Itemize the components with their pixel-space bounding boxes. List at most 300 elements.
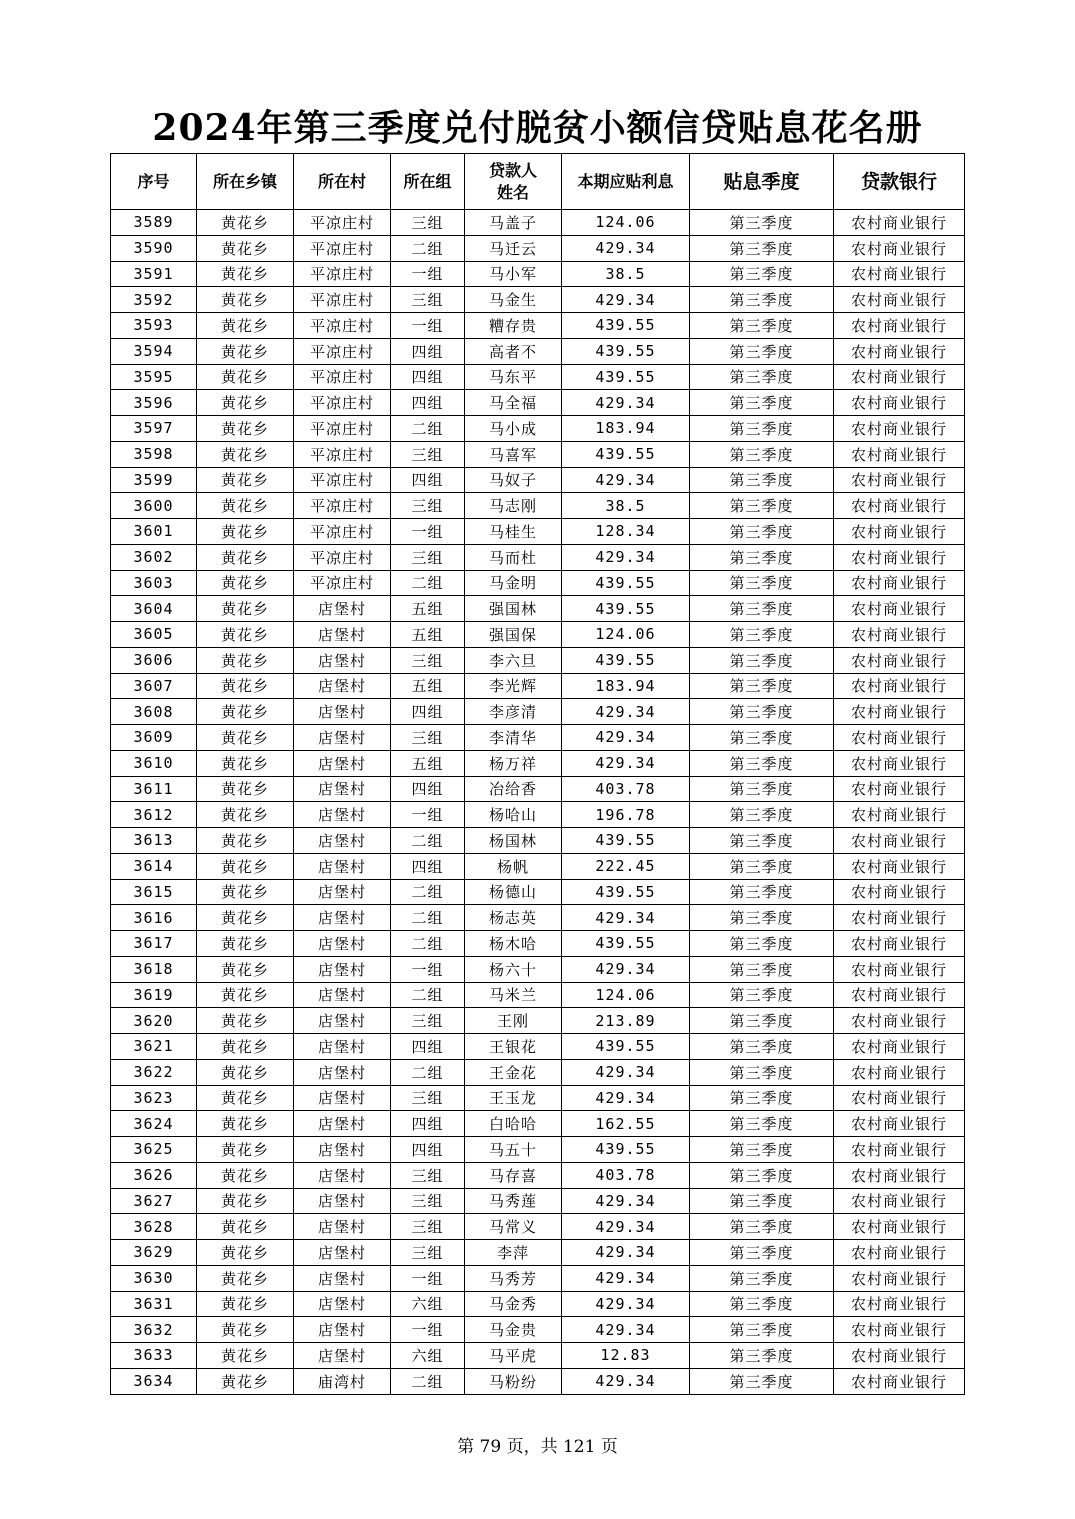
cell-group: 一组	[391, 1317, 465, 1343]
cell-bank: 农村商业银行	[834, 1008, 965, 1034]
header-serial-number: 序号	[111, 154, 197, 210]
table-row	[111, 1214, 965, 1240]
cell-group: 三组	[391, 725, 465, 751]
cell-village: 店堡村	[294, 1085, 391, 1111]
cell-borrower-name: 王刚	[465, 1008, 562, 1034]
cell-interest-amount: 439.55	[562, 313, 690, 339]
cell-bank: 农村商业银行	[834, 1059, 965, 1085]
table-row	[111, 673, 965, 699]
cell-group: 三组	[391, 1162, 465, 1188]
cell-bank: 农村商业银行	[834, 364, 965, 390]
cell-quarter: 第三季度	[690, 1214, 834, 1240]
cell-township: 黄花乡	[197, 802, 294, 828]
cell-group: 三组	[391, 544, 465, 570]
cell-township: 黄花乡	[197, 1240, 294, 1266]
table-row	[111, 210, 965, 236]
cell-borrower-name: 强国保	[465, 622, 562, 648]
cell-serial-number: 3604	[111, 596, 197, 622]
cell-quarter: 第三季度	[690, 905, 834, 931]
cell-group: 一组	[391, 261, 465, 287]
cell-bank: 农村商业银行	[834, 802, 965, 828]
cell-interest-amount: 429.34	[562, 725, 690, 751]
cell-borrower-name: 马盖子	[465, 210, 562, 236]
table-row	[111, 1240, 965, 1266]
cell-interest-amount: 12.83	[562, 1343, 690, 1369]
cell-group: 三组	[391, 1240, 465, 1266]
cell-group: 一组	[391, 956, 465, 982]
cell-interest-amount: 38.5	[562, 493, 690, 519]
cell-village: 店堡村	[294, 802, 391, 828]
cell-bank: 农村商业银行	[834, 493, 965, 519]
cell-borrower-name: 马东平	[465, 364, 562, 390]
cell-group: 四组	[391, 1034, 465, 1060]
cell-township: 黄花乡	[197, 1034, 294, 1060]
cell-borrower-name: 马志刚	[465, 493, 562, 519]
cell-bank: 农村商业银行	[834, 956, 965, 982]
cell-interest-amount: 403.78	[562, 1162, 690, 1188]
header-group: 所在组	[391, 154, 465, 210]
cell-borrower-name: 马金秀	[465, 1291, 562, 1317]
cell-interest-amount: 38.5	[562, 261, 690, 287]
cell-village: 店堡村	[294, 879, 391, 905]
cell-quarter: 第三季度	[690, 956, 834, 982]
cell-township: 黄花乡	[197, 570, 294, 596]
cell-village: 平凉庄村	[294, 261, 391, 287]
cell-bank: 农村商业银行	[834, 313, 965, 339]
cell-group: 二组	[391, 982, 465, 1008]
cell-group: 二组	[391, 1368, 465, 1394]
cell-village: 平凉庄村	[294, 493, 391, 519]
cell-township: 黄花乡	[197, 1137, 294, 1163]
cell-bank: 农村商业银行	[834, 725, 965, 751]
cell-quarter: 第三季度	[690, 1111, 834, 1137]
cell-serial-number: 3619	[111, 982, 197, 1008]
cell-serial-number: 3623	[111, 1085, 197, 1111]
cell-serial-number: 3598	[111, 441, 197, 467]
cell-bank: 农村商业银行	[834, 1188, 965, 1214]
cell-serial-number: 3594	[111, 338, 197, 364]
cell-group: 三组	[391, 647, 465, 673]
cell-borrower-name: 杨帆	[465, 853, 562, 879]
cell-quarter: 第三季度	[690, 210, 834, 236]
cell-group: 三组	[391, 210, 465, 236]
cell-group: 二组	[391, 570, 465, 596]
cell-bank: 农村商业银行	[834, 1111, 965, 1137]
cell-serial-number: 3628	[111, 1214, 197, 1240]
table-row	[111, 828, 965, 854]
cell-serial-number: 3626	[111, 1162, 197, 1188]
table-row	[111, 1368, 965, 1394]
cell-village: 平凉庄村	[294, 519, 391, 545]
table-row	[111, 1343, 965, 1369]
cell-village: 店堡村	[294, 647, 391, 673]
cell-group: 四组	[391, 853, 465, 879]
cell-quarter: 第三季度	[690, 596, 834, 622]
cell-township: 黄花乡	[197, 725, 294, 751]
cell-serial-number: 3591	[111, 261, 197, 287]
cell-serial-number: 3593	[111, 313, 197, 339]
cell-group: 三组	[391, 1085, 465, 1111]
cell-borrower-name: 李六旦	[465, 647, 562, 673]
cell-quarter: 第三季度	[690, 776, 834, 802]
cell-bank: 农村商业银行	[834, 210, 965, 236]
cell-bank: 农村商业银行	[834, 261, 965, 287]
cell-interest-amount: 429.34	[562, 1265, 690, 1291]
cell-serial-number: 3618	[111, 956, 197, 982]
page-title: 2024年第三季度兑付脱贫小额信贷贴息花名册	[152, 107, 923, 149]
table-row	[111, 622, 965, 648]
cell-township: 黄花乡	[197, 287, 294, 313]
cell-borrower-name: 强国林	[465, 596, 562, 622]
cell-quarter: 第三季度	[690, 1188, 834, 1214]
cell-village: 平凉庄村	[294, 235, 391, 261]
table-row	[111, 1317, 965, 1343]
table-row	[111, 544, 965, 570]
cell-quarter: 第三季度	[690, 519, 834, 545]
cell-township: 黄花乡	[197, 493, 294, 519]
cell-bank: 农村商业银行	[834, 647, 965, 673]
cell-village: 平凉庄村	[294, 416, 391, 442]
cell-borrower-name: 马全福	[465, 390, 562, 416]
cell-interest-amount: 124.06	[562, 210, 690, 236]
cell-quarter: 第三季度	[690, 1162, 834, 1188]
cell-township: 黄花乡	[197, 1317, 294, 1343]
cell-township: 黄花乡	[197, 1162, 294, 1188]
cell-borrower-name: 马小军	[465, 261, 562, 287]
cell-group: 二组	[391, 879, 465, 905]
cell-group: 三组	[391, 1188, 465, 1214]
cell-interest-amount: 439.55	[562, 828, 690, 854]
cell-serial-number: 3620	[111, 1008, 197, 1034]
cell-township: 黄花乡	[197, 364, 294, 390]
cell-bank: 农村商业银行	[834, 622, 965, 648]
cell-township: 黄花乡	[197, 750, 294, 776]
cell-interest-amount: 124.06	[562, 622, 690, 648]
cell-interest-amount: 429.34	[562, 1368, 690, 1394]
cell-bank: 农村商业银行	[834, 1265, 965, 1291]
cell-interest-amount: 439.55	[562, 931, 690, 957]
cell-serial-number: 3634	[111, 1368, 197, 1394]
cell-interest-amount: 439.55	[562, 647, 690, 673]
cell-borrower-name: 马平虎	[465, 1343, 562, 1369]
cell-borrower-name: 杨万祥	[465, 750, 562, 776]
cell-borrower-name: 马金明	[465, 570, 562, 596]
cell-serial-number: 3608	[111, 699, 197, 725]
table-row	[111, 956, 965, 982]
cell-group: 四组	[391, 699, 465, 725]
cell-interest-amount: 183.94	[562, 416, 690, 442]
cell-quarter: 第三季度	[690, 1368, 834, 1394]
cell-bank: 农村商业银行	[834, 287, 965, 313]
cell-village: 店堡村	[294, 776, 391, 802]
table-row	[111, 750, 965, 776]
cell-borrower-name: 糟存贵	[465, 313, 562, 339]
cell-group: 一组	[391, 313, 465, 339]
cell-bank: 农村商业银行	[834, 390, 965, 416]
table-row	[111, 1008, 965, 1034]
cell-bank: 农村商业银行	[834, 441, 965, 467]
cell-serial-number: 3622	[111, 1059, 197, 1085]
cell-quarter: 第三季度	[690, 931, 834, 957]
cell-township: 黄花乡	[197, 879, 294, 905]
cell-village: 平凉庄村	[294, 287, 391, 313]
page-footer: 第 79 页，共 121 页	[457, 1437, 618, 1457]
cell-interest-amount: 429.34	[562, 1291, 690, 1317]
cell-interest-amount: 439.55	[562, 570, 690, 596]
cell-borrower-name: 高者不	[465, 338, 562, 364]
cell-bank: 农村商业银行	[834, 1162, 965, 1188]
table-row	[111, 1162, 965, 1188]
cell-township: 黄花乡	[197, 596, 294, 622]
cell-township: 黄花乡	[197, 931, 294, 957]
cell-quarter: 第三季度	[690, 544, 834, 570]
cell-bank: 农村商业银行	[834, 1317, 965, 1343]
cell-quarter: 第三季度	[690, 1265, 834, 1291]
cell-group: 三组	[391, 287, 465, 313]
table-row	[111, 1111, 965, 1137]
cell-village: 店堡村	[294, 1034, 391, 1060]
cell-village: 平凉庄村	[294, 570, 391, 596]
cell-village: 店堡村	[294, 1214, 391, 1240]
cell-quarter: 第三季度	[690, 879, 834, 905]
cell-township: 黄花乡	[197, 210, 294, 236]
table-row	[111, 338, 965, 364]
cell-township: 黄花乡	[197, 313, 294, 339]
cell-village: 店堡村	[294, 1188, 391, 1214]
cell-interest-amount: 429.34	[562, 699, 690, 725]
cell-serial-number: 3610	[111, 750, 197, 776]
table-row	[111, 261, 965, 287]
cell-borrower-name: 王玉龙	[465, 1085, 562, 1111]
cell-group: 三组	[391, 441, 465, 467]
cell-village: 店堡村	[294, 622, 391, 648]
cell-interest-amount: 162.55	[562, 1111, 690, 1137]
cell-village: 店堡村	[294, 1162, 391, 1188]
cell-borrower-name: 杨六十	[465, 956, 562, 982]
cell-quarter: 第三季度	[690, 853, 834, 879]
cell-group: 五组	[391, 750, 465, 776]
cell-borrower-name: 杨国林	[465, 828, 562, 854]
cell-quarter: 第三季度	[690, 235, 834, 261]
cell-village: 平凉庄村	[294, 364, 391, 390]
header-interest-amount: 本期应贴利息	[562, 154, 690, 210]
cell-borrower-name: 马米兰	[465, 982, 562, 1008]
cell-serial-number: 3589	[111, 210, 197, 236]
cell-borrower-name: 白哈哈	[465, 1111, 562, 1137]
cell-borrower-name: 马秀芳	[465, 1265, 562, 1291]
cell-village: 平凉庄村	[294, 441, 391, 467]
cell-village: 店堡村	[294, 725, 391, 751]
cell-group: 二组	[391, 235, 465, 261]
table-row	[111, 416, 965, 442]
cell-quarter: 第三季度	[690, 1137, 834, 1163]
cell-bank: 农村商业银行	[834, 519, 965, 545]
cell-serial-number: 3600	[111, 493, 197, 519]
cell-borrower-name: 杨德山	[465, 879, 562, 905]
cell-serial-number: 3614	[111, 853, 197, 879]
cell-quarter: 第三季度	[690, 1008, 834, 1034]
cell-borrower-name: 杨哈山	[465, 802, 562, 828]
cell-interest-amount: 196.78	[562, 802, 690, 828]
cell-quarter: 第三季度	[690, 1034, 834, 1060]
cell-group: 二组	[391, 931, 465, 957]
cell-bank: 农村商业银行	[834, 699, 965, 725]
cell-village: 店堡村	[294, 596, 391, 622]
cell-borrower-name: 马秀莲	[465, 1188, 562, 1214]
cell-group: 五组	[391, 596, 465, 622]
cell-group: 四组	[391, 364, 465, 390]
cell-village: 店堡村	[294, 1111, 391, 1137]
cell-borrower-name: 马常义	[465, 1214, 562, 1240]
cell-township: 黄花乡	[197, 647, 294, 673]
cell-township: 黄花乡	[197, 1188, 294, 1214]
cell-borrower-name: 李清华	[465, 725, 562, 751]
table-row	[111, 313, 965, 339]
cell-quarter: 第三季度	[690, 1240, 834, 1266]
cell-group: 六组	[391, 1343, 465, 1369]
cell-village: 店堡村	[294, 1343, 391, 1369]
cell-interest-amount: 429.34	[562, 390, 690, 416]
table-row	[111, 1034, 965, 1060]
cell-bank: 农村商业银行	[834, 416, 965, 442]
cell-borrower-name: 王金花	[465, 1059, 562, 1085]
cell-quarter: 第三季度	[690, 416, 834, 442]
cell-interest-amount: 429.34	[562, 956, 690, 982]
cell-quarter: 第三季度	[690, 699, 834, 725]
cell-quarter: 第三季度	[690, 802, 834, 828]
cell-group: 四组	[391, 776, 465, 802]
cell-bank: 农村商业银行	[834, 931, 965, 957]
cell-serial-number: 3590	[111, 235, 197, 261]
cell-interest-amount: 429.34	[562, 467, 690, 493]
cell-township: 黄花乡	[197, 338, 294, 364]
table-row	[111, 853, 965, 879]
cell-village: 平凉庄村	[294, 338, 391, 364]
cell-interest-amount: 429.34	[562, 544, 690, 570]
cell-bank: 农村商业银行	[834, 750, 965, 776]
cell-borrower-name: 马粉纷	[465, 1368, 562, 1394]
cell-village: 店堡村	[294, 1137, 391, 1163]
cell-quarter: 第三季度	[690, 1343, 834, 1369]
cell-interest-amount: 429.34	[562, 235, 690, 261]
cell-quarter: 第三季度	[690, 1059, 834, 1085]
cell-township: 黄花乡	[197, 1343, 294, 1369]
cell-serial-number: 3606	[111, 647, 197, 673]
cell-township: 黄花乡	[197, 1059, 294, 1085]
cell-serial-number: 3607	[111, 673, 197, 699]
cell-bank: 农村商业银行	[834, 853, 965, 879]
cell-interest-amount: 429.34	[562, 750, 690, 776]
cell-borrower-name: 马五十	[465, 1137, 562, 1163]
cell-village: 店堡村	[294, 1265, 391, 1291]
cell-borrower-name: 李彦清	[465, 699, 562, 725]
cell-borrower-name: 杨志英	[465, 905, 562, 931]
cell-village: 店堡村	[294, 673, 391, 699]
cell-bank: 农村商业银行	[834, 1368, 965, 1394]
cell-township: 黄花乡	[197, 519, 294, 545]
cell-village: 店堡村	[294, 931, 391, 957]
cell-bank: 农村商业银行	[834, 828, 965, 854]
cell-township: 黄花乡	[197, 956, 294, 982]
cell-serial-number: 3601	[111, 519, 197, 545]
cell-township: 黄花乡	[197, 235, 294, 261]
cell-village: 平凉庄村	[294, 467, 391, 493]
cell-township: 黄花乡	[197, 416, 294, 442]
cell-bank: 农村商业银行	[834, 338, 965, 364]
cell-quarter: 第三季度	[690, 441, 834, 467]
cell-quarter: 第三季度	[690, 750, 834, 776]
table-row	[111, 802, 965, 828]
cell-borrower-name: 王银花	[465, 1034, 562, 1060]
cell-township: 黄花乡	[197, 1008, 294, 1034]
cell-village: 平凉庄村	[294, 313, 391, 339]
cell-quarter: 第三季度	[690, 828, 834, 854]
cell-group: 四组	[391, 390, 465, 416]
cell-village: 店堡村	[294, 1291, 391, 1317]
cell-township: 黄花乡	[197, 905, 294, 931]
cell-quarter: 第三季度	[690, 725, 834, 751]
cell-township: 黄花乡	[197, 1291, 294, 1317]
cell-quarter: 第三季度	[690, 647, 834, 673]
cell-quarter: 第三季度	[690, 982, 834, 1008]
cell-serial-number: 3609	[111, 725, 197, 751]
subsidy-roster-table	[110, 153, 965, 1395]
cell-serial-number: 3603	[111, 570, 197, 596]
cell-township: 黄花乡	[197, 853, 294, 879]
cell-village: 平凉庄村	[294, 544, 391, 570]
cell-group: 四组	[391, 467, 465, 493]
cell-group: 四组	[391, 1111, 465, 1137]
table-row	[111, 879, 965, 905]
cell-interest-amount: 429.34	[562, 1059, 690, 1085]
cell-group: 六组	[391, 1291, 465, 1317]
cell-quarter: 第三季度	[690, 622, 834, 648]
table-row	[111, 1265, 965, 1291]
cell-serial-number: 3595	[111, 364, 197, 390]
cell-quarter: 第三季度	[690, 261, 834, 287]
cell-borrower-name: 马金贵	[465, 1317, 562, 1343]
cell-township: 黄花乡	[197, 673, 294, 699]
cell-village: 店堡村	[294, 956, 391, 982]
cell-village: 店堡村	[294, 982, 391, 1008]
cell-interest-amount: 429.34	[562, 905, 690, 931]
table-row	[111, 1059, 965, 1085]
cell-bank: 农村商业银行	[834, 596, 965, 622]
cell-serial-number: 3631	[111, 1291, 197, 1317]
table-row	[111, 235, 965, 261]
cell-quarter: 第三季度	[690, 673, 834, 699]
cell-bank: 农村商业银行	[834, 1085, 965, 1111]
cell-village: 店堡村	[294, 750, 391, 776]
cell-quarter: 第三季度	[690, 1291, 834, 1317]
header-bank: 贷款银行	[834, 154, 965, 210]
cell-township: 黄花乡	[197, 1111, 294, 1137]
table-row	[111, 982, 965, 1008]
cell-quarter: 第三季度	[690, 467, 834, 493]
cell-quarter: 第三季度	[690, 313, 834, 339]
table-row	[111, 287, 965, 313]
cell-serial-number: 3630	[111, 1265, 197, 1291]
cell-borrower-name: 马奴子	[465, 467, 562, 493]
cell-interest-amount: 429.34	[562, 287, 690, 313]
table-row	[111, 725, 965, 751]
cell-bank: 农村商业银行	[834, 1137, 965, 1163]
cell-village: 店堡村	[294, 853, 391, 879]
cell-interest-amount: 429.34	[562, 1188, 690, 1214]
cell-interest-amount: 222.45	[562, 853, 690, 879]
table-row	[111, 1291, 965, 1317]
cell-quarter: 第三季度	[690, 390, 834, 416]
